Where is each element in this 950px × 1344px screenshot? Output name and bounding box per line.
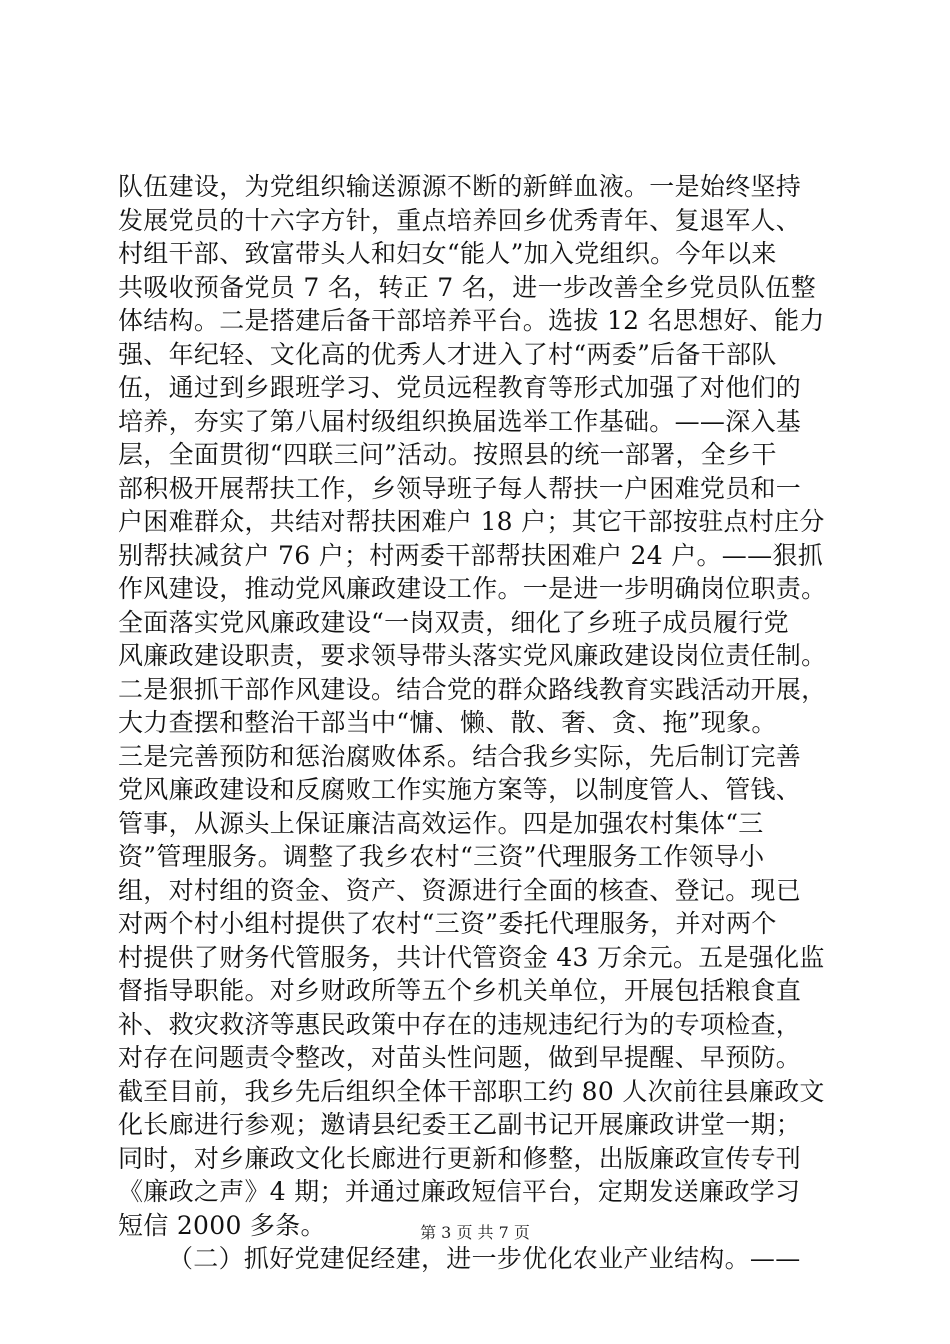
text-line: 三是完善预防和惩治腐败体系。结合我乡实际，先后制订完善 — [118, 741, 802, 771]
text-line: 对存在问题责令整改，对苗头性问题，做到早提醒、早预防。 — [118, 1043, 802, 1072]
text-line: 督指导职能。对乡财政所等五个乡机关单位，开展包括粮食直 — [118, 976, 802, 1005]
text-line: 管事，从源头上保证廉洁高效运作。四是加强农村集体“三 — [118, 808, 764, 838]
text-line: 培养，夯实了第八届村级组织换届选举工作基础。——深入基 — [118, 406, 802, 436]
document-body — [118, 170, 838, 1276]
text-line: 补、救灾救济等惠民政策中存在的违规违纪行为的专项检查， — [118, 1009, 802, 1039]
text-line: 别帮扶减贫户 76 户；村两委干部帮扶困难户 24 户。——狠抓 — [118, 540, 824, 570]
text-line: 资”管理服务。调整了我乡农村“三资”代理服务工作领导小 — [118, 842, 765, 871]
text-line: 村提供了财务代管服务，共计代管资金 43 万余元。五是强化监 — [118, 942, 825, 972]
text-line: 层，全面贯彻“四联三问”活动。按照县的统一部署，全乡干 — [118, 440, 777, 469]
text-line: 部积极开展帮扶工作，乡领导班子每人帮扶一户困难党员和一 — [118, 473, 802, 503]
page-number-footer: 第 3 页 共 7 页 — [420, 1223, 530, 1242]
text-line: 村组干部、致富带头人和妇女“能人”加入党组织。今年以来 — [118, 239, 777, 268]
text-line: 发展党员的十六字方针，重点培养回乡优秀青年、复退军人、 — [118, 205, 802, 235]
text-line: 大力查摆和整治干部当中“慵、懒、散、奢、贪、拖”现象。 — [118, 708, 777, 737]
text-line: 短信 2000 多条。 — [118, 1210, 326, 1240]
text-line: 同时，对乡廉政文化长廊进行更新和修整，出版廉政宣传专刊 — [118, 1143, 802, 1173]
text-line: 全面落实党风廉政建设“一岗双责，细化了乡班子成员履行党 — [118, 607, 789, 637]
text-line: 二是狠抓干部作风建设。结合党的群众路线教育实践活动开展， — [118, 674, 827, 704]
text-line: 作风建设，推动党风廉政建设工作。一是进一步明确岗位职责。 — [118, 574, 827, 603]
text-line: 户困难群众，共结对帮扶困难户 18 户；其它干部按驻点村庄分 — [118, 507, 825, 536]
text-line: 《廉政之声》4 期；并通过廉政短信平台，定期发送廉政学习 — [118, 1177, 801, 1206]
text-line: 伍，通过到乡跟班学习、党员远程教育等形式加强了对他们的 — [118, 373, 802, 402]
text-line: 风廉政建设职责，要求领导带头落实党风廉政建设岗位责任制。 — [118, 641, 827, 670]
text-line: 强、年纪轻、文化高的优秀人才进入了村“两委”后备干部队 — [118, 339, 777, 369]
text-line: 党风廉政建设和反腐败工作实施方案等，以制度管人、管钱、 — [118, 775, 802, 804]
text-line: 截至目前，我乡先后组织全体干部职工约 80 人次前往县廉政文 — [118, 1076, 825, 1106]
text-line: 化长廊进行参观；邀请县纪委王乙副书记开展廉政讲堂一期； — [118, 1110, 802, 1139]
text-line: 共吸收预备党员 7 名，转正 7 名，进一步改善全乡党员队伍整 — [118, 272, 816, 302]
text-line: 队伍建设，为党组织输送源源不断的新鲜血液。一是始终坚持 — [118, 172, 802, 201]
text-line: 对两个村小组村提供了农村“三资”委托代理服务，并对两个 — [118, 909, 777, 938]
text-line: 体结构。二是搭建后备干部培养平台。选拔 12 名思想好、能力 — [118, 306, 825, 335]
text-line: 组，对村组的资金、资产、资源进行全面的核查、登记。现已 — [118, 875, 802, 905]
section-heading-line: （二）抓好党建促经建，进一步优化农业产业结构。—— — [168, 1244, 801, 1273]
